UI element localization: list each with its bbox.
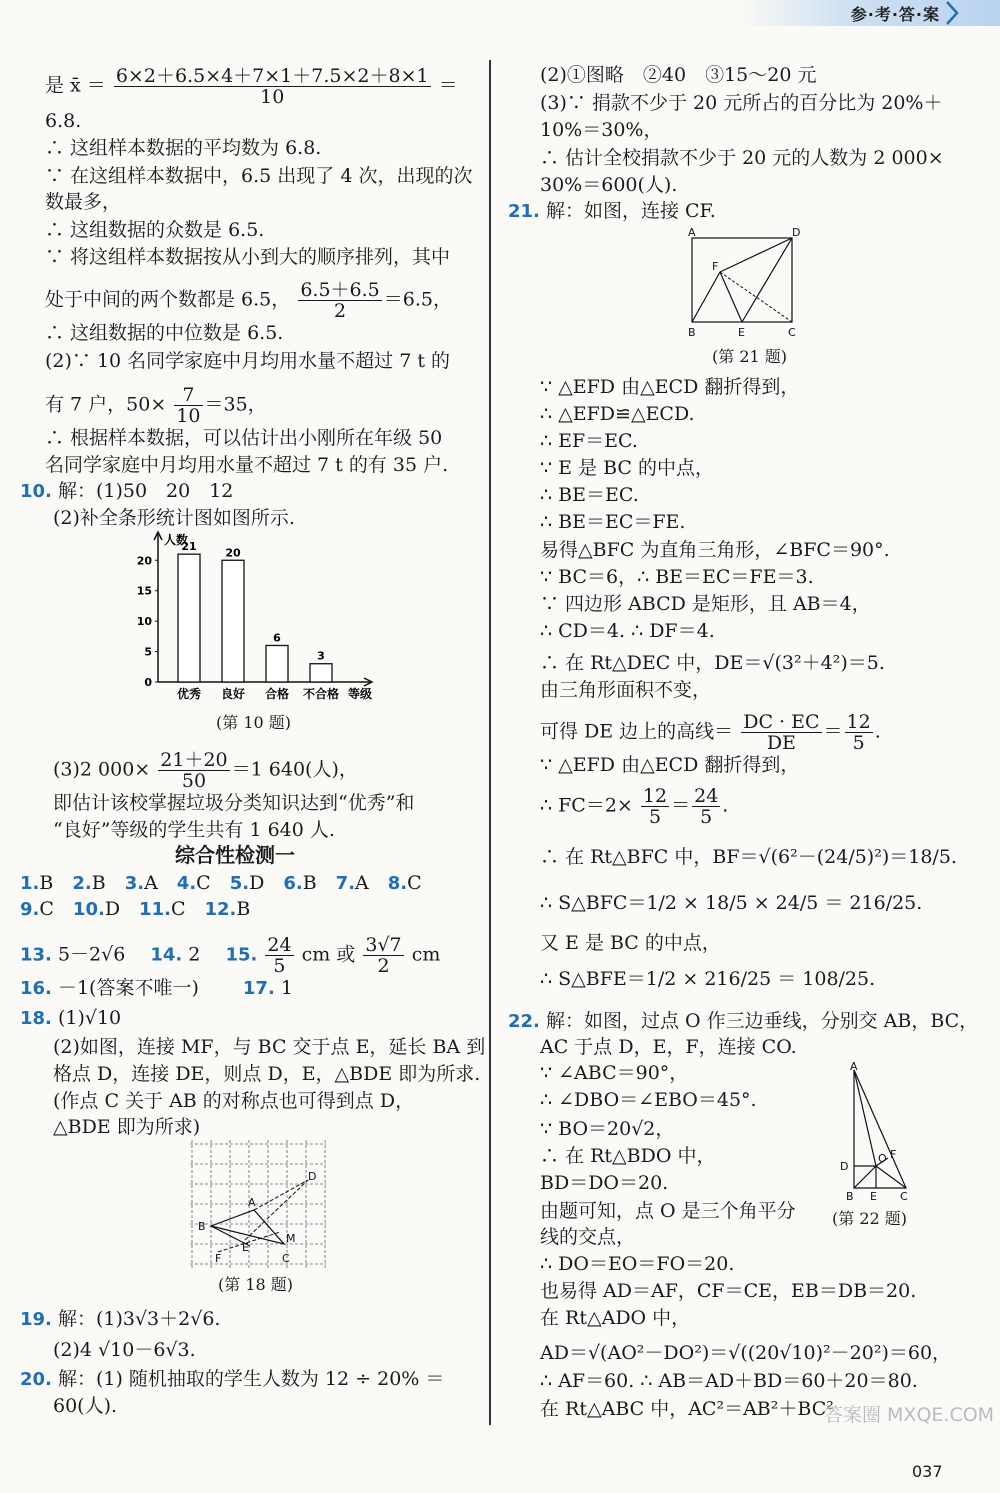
text-line: ∴ S△BFE＝1/2 × 216/25 ＝ 108/25. bbox=[540, 968, 876, 990]
text-line: ∴ DO＝EO＝FO＝20. bbox=[540, 1253, 735, 1275]
bar-value-label: 3 bbox=[317, 649, 325, 663]
svg-text:C: C bbox=[900, 1190, 908, 1203]
answer-choice: C bbox=[196, 872, 230, 894]
figure-caption-q22: (第 22 题) bbox=[832, 1209, 908, 1228]
text-line: (2)4 √10－6√3. bbox=[53, 1339, 196, 1361]
svg-text:M: M bbox=[286, 1232, 296, 1245]
column-divider bbox=[489, 60, 491, 1425]
answer-choice: A bbox=[144, 872, 177, 894]
geometry-figure-q22 bbox=[836, 1062, 916, 1204]
bar-chart bbox=[120, 530, 400, 710]
answer-choice: C bbox=[170, 898, 205, 920]
answer-number: 10. bbox=[72, 899, 105, 920]
q16-17-line: 16. －1(答案不唯一) 17. 1 bbox=[20, 977, 293, 999]
text-line: (作点 C 关于 AB 的对称点也可得到点 D， bbox=[53, 1090, 415, 1112]
seven-line: 有 7 户，50× $\frac{7}{10}$ ＝35， bbox=[45, 384, 267, 427]
svg-text:B: B bbox=[688, 326, 696, 339]
figure-caption-q21: (第 21 题) bbox=[712, 347, 788, 366]
answer-choice: B bbox=[236, 898, 270, 920]
text-line: ∵ ∠ABC＝90°， bbox=[540, 1062, 689, 1084]
q22-line: 22. 解：如图，过点 O 作三边垂线，分别交 AB，BC， bbox=[508, 1010, 979, 1032]
bar bbox=[266, 645, 288, 682]
text-line: ∴ BE＝EC. bbox=[540, 484, 639, 506]
text-line: ∴ S△BFC＝1/2 × 18/5 × 24/5 ＝ 216/25. bbox=[540, 892, 923, 914]
text-line: “良好”等级的学生共有 1 640 人. bbox=[53, 819, 335, 841]
text-line: ∵ 四边形 ABCD 是矩形，且 AB＝4， bbox=[540, 593, 871, 615]
q10-line: 10. 解：(1)50 20 12 bbox=[20, 480, 234, 502]
text-line: ∴ EF＝EC. bbox=[540, 430, 638, 452]
category-label: 合格 bbox=[264, 687, 290, 701]
text-line: 6.8. bbox=[45, 110, 82, 132]
text-line: 也易得 AD＝AF，CF＝CE，EB＝DB＝20. bbox=[540, 1280, 917, 1302]
text-line: ∴ 在 Rt△BDO 中， bbox=[540, 1145, 716, 1167]
answer-number: 4. bbox=[176, 873, 197, 894]
chevron-right-icon bbox=[944, 0, 960, 26]
text-line: ∵ 在这组样本数据中，6.5 出现了 4 次，出现的次 bbox=[45, 165, 473, 187]
text-line: (2)∵ 10 名同学家庭中月均用水量不超过 7 t 的 bbox=[45, 350, 451, 372]
answer-choice: A bbox=[355, 872, 388, 894]
mean-fraction: $\frac{6\times 2+6.5\times 4+7\times 1+7.5\times 2+8\times 1}{10}$ bbox=[115, 65, 429, 108]
text-line: ∴ 在 Rt△DEC 中，DE＝√(3²＋4²)＝5. bbox=[540, 652, 885, 674]
svg-text:B: B bbox=[846, 1190, 854, 1203]
text-line: 易得△BFC 为直角三角形，∠BFC＝90°. bbox=[540, 539, 890, 561]
category-label: 良好 bbox=[220, 687, 246, 701]
category-label: 不合格 bbox=[302, 687, 340, 701]
y-tick-label: 10 bbox=[136, 615, 152, 629]
bar bbox=[310, 664, 332, 682]
text-line: ∵ 将这组样本数据按从小到大的顺序排列，其中 bbox=[45, 246, 451, 268]
fc-line: ∴ FC＝2× $\frac{12}{5}$ ＝ $\frac{24}{5}$ . bbox=[540, 785, 729, 828]
text-line: 格点 D，连接 DE，则点 D，E，△BDE 即为所求. bbox=[53, 1063, 481, 1085]
median-fraction: $\frac{6.5+6.5}{2}$ bbox=[300, 279, 380, 322]
text-line: 数最多， bbox=[45, 191, 122, 213]
answer-number: 11. bbox=[139, 899, 171, 920]
text-line: ∵ E 是 BC 的中点， bbox=[540, 457, 714, 479]
svg-text:O: O bbox=[878, 1152, 887, 1165]
text-line: 在 Rt△ABC 中，AC²＝AB²＋BC² bbox=[540, 1398, 834, 1420]
text-line: ∵ BC＝6，∴ BE＝EC＝FE＝3. bbox=[540, 566, 814, 588]
text-line: ∴ 估计全校捐款不少于 20 元的人数为 2 000× bbox=[540, 147, 944, 169]
y-tick-label: 5 bbox=[144, 645, 152, 659]
text-line: ∴ BE＝EC＝FE. bbox=[540, 511, 686, 533]
text-line: ∴ 根据样本数据，可以估计出小刚所在年级 50 bbox=[45, 427, 443, 449]
svg-text:A: A bbox=[850, 1062, 858, 1073]
chart-caption: (第 10 题) bbox=[216, 713, 292, 732]
text-line: AD＝√(AO²－DO²)＝√((20√10)²－20²)＝60， bbox=[540, 1342, 952, 1364]
answer-number: 8. bbox=[387, 873, 408, 894]
answer-number: 3. bbox=[124, 873, 145, 894]
geometry-figure-q21 bbox=[682, 226, 812, 344]
text-line: BD＝DO＝20. bbox=[540, 1172, 669, 1194]
text-line: △BDE 即为所求) bbox=[53, 1116, 201, 1138]
svg-text:E: E bbox=[738, 326, 745, 339]
answers-row-1 bbox=[20, 870, 441, 897]
q19-line: 19. 解：(1)3√3＋2√6. bbox=[20, 1308, 221, 1330]
height-line: 可得 DE 边上的高线＝ $\frac{DC \cdot EC}{DE}$ ＝ $\frac{12}{5}$ . bbox=[540, 711, 881, 754]
svg-text:F: F bbox=[712, 260, 719, 273]
q20-line: 20. 解：(1) 随机抽取的学生人数为 12 ÷ 20% ＝ bbox=[20, 1368, 445, 1390]
estimate-fraction: $\frac{21+20}{50}$ bbox=[160, 749, 228, 792]
text-line: ∴ △EFD≌△ECD. bbox=[540, 403, 695, 425]
y-tick-label: 15 bbox=[136, 584, 152, 598]
question-number: 10. bbox=[20, 481, 52, 502]
answer-number: 9. bbox=[20, 899, 40, 920]
text-line: AC 于点 D，E，F，连接 CO. bbox=[540, 1036, 797, 1058]
grid-figure-q18 bbox=[190, 1140, 330, 1272]
y-axis-label: 人数 bbox=[164, 533, 189, 547]
svg-text:D: D bbox=[308, 1170, 317, 1183]
answer-number: 7. bbox=[335, 873, 356, 894]
watermark: 答案圈 MXQE.COM bbox=[824, 1404, 995, 1426]
y-tick-label: 0 bbox=[144, 676, 152, 689]
text-line: 名同学家庭中月均用水量不超过 7 t 的有 35 户. bbox=[45, 454, 449, 476]
text-line: 又 E 是 BC 的中点， bbox=[540, 932, 721, 954]
svg-text:B: B bbox=[198, 1220, 206, 1233]
bar bbox=[178, 554, 200, 682]
text-line: (2)①图略 ②40 ③15～20 元 bbox=[540, 64, 817, 86]
answer-number: 1. bbox=[20, 873, 40, 894]
text-line: 30%＝600(人). bbox=[540, 174, 678, 196]
category-label: 优秀 bbox=[176, 687, 202, 701]
text-line: 由题可知，点 O 是三个角平分 bbox=[540, 1200, 796, 1222]
svg-text:D: D bbox=[840, 1160, 849, 1173]
estimate-line: (3)2 000× $\frac{21+20}{50}$ ＝1 640(人)， bbox=[53, 749, 358, 792]
answer-choice: B bbox=[91, 872, 125, 894]
text-line: 在 Rt△ADO 中， bbox=[540, 1307, 691, 1329]
text-line: ∵ BO＝20√2， bbox=[540, 1118, 675, 1140]
svg-text:A: A bbox=[688, 226, 696, 239]
header-label: 参·考·答·案 bbox=[850, 5, 940, 24]
q18-line: 18. (1)√10 bbox=[20, 1007, 122, 1029]
q21-line: 21. 解：如图，连接 CF. bbox=[508, 200, 716, 222]
bar-value-label: 6 bbox=[273, 631, 281, 645]
answer-choice: C bbox=[39, 898, 73, 920]
text-line: (2)如图，连接 MF，与 BC 交于点 E，延长 BA 到 bbox=[53, 1036, 486, 1058]
answer-number: 6. bbox=[283, 873, 303, 894]
text-line: 10%＝30%， bbox=[540, 119, 663, 141]
text-line: 由三角形面积不变， bbox=[540, 679, 712, 701]
bar bbox=[222, 560, 244, 682]
svg-text:A: A bbox=[248, 1196, 256, 1209]
text-line: ∴ CD＝4. ∴ DF＝4. bbox=[540, 620, 715, 642]
text-line: 即估计该校掌握垃圾分类知识达到“优秀”和 bbox=[53, 792, 415, 814]
text-line: ∴ 在 Rt△BFC 中，BF＝√(6²－(24/5)²)＝18/5. bbox=[540, 846, 957, 868]
svg-text:F: F bbox=[215, 1252, 222, 1265]
seven-fraction: $\frac{7}{10}$ bbox=[176, 384, 201, 427]
page-number: 037 bbox=[912, 1462, 943, 1481]
text-line: 线的交点， bbox=[540, 1226, 636, 1248]
answer-choice: B bbox=[302, 872, 336, 894]
svg-text:C: C bbox=[788, 326, 796, 339]
figure-caption-q18: (第 18 题) bbox=[218, 1275, 294, 1294]
text-line: (3)∵ 捐款不少于 20 元所占的百分比为 20%＋ bbox=[540, 92, 943, 114]
svg-text:F: F bbox=[890, 1148, 897, 1161]
text-line: (2)补全条形统计图如图所示. bbox=[53, 507, 295, 529]
answer-number: 5. bbox=[229, 873, 250, 894]
bar-value-label: 21 bbox=[181, 540, 197, 554]
y-tick-label: 20 bbox=[136, 554, 152, 568]
svg-text:E: E bbox=[870, 1190, 877, 1203]
answer-number: 2. bbox=[72, 873, 92, 894]
mean-line: 是 x̄ ＝ $\frac{6\times 2+6.5\times 4+7\times 1+7.5\times 2+8\times 1}{10}$ ＝ bbox=[45, 65, 458, 108]
x-axis-label: 等级 bbox=[348, 687, 373, 701]
text-line: ∴ 这组样本数据的平均数为 6.8. bbox=[45, 137, 322, 159]
text-line: ∴ 这组数据的中位数是 6.5. bbox=[45, 322, 284, 344]
text-line: ∴ 这组数据的众数是 6.5. bbox=[45, 219, 265, 241]
svg-text:C: C bbox=[282, 1252, 290, 1265]
answers-row-2 bbox=[20, 896, 269, 923]
text-line: ∴ AF＝60. ∴ AB＝AD＋BD＝60＋20＝80. bbox=[540, 1370, 918, 1392]
answer-choice: D bbox=[104, 898, 140, 920]
svg-text:D: D bbox=[792, 226, 801, 239]
page-header-band bbox=[740, 0, 1000, 26]
median-line: 处于中间的两个数都是 6.5， $\frac{6.5+6.5}{2}$ ＝6.5， bbox=[45, 279, 452, 322]
answer-choice: C bbox=[407, 872, 441, 894]
text-line: 60(人). bbox=[53, 1395, 118, 1417]
answer-choice: B bbox=[39, 872, 73, 894]
text-line: ∵ △EFD 由△ECD 翻折得到， bbox=[540, 754, 800, 776]
text-line: ∴ ∠DBO＝∠EBO＝45°. bbox=[540, 1089, 757, 1111]
text-line: ∵ △EFD 由△ECD 翻折得到， bbox=[540, 376, 800, 398]
bar-value-label: 20 bbox=[225, 546, 241, 560]
answer-choice: D bbox=[249, 872, 284, 894]
answer-number: 12. bbox=[204, 899, 237, 920]
svg-text:E: E bbox=[242, 1241, 249, 1254]
q13-15-line: 13. 5－2√6 14. 2 15. $\frac{24}{5}$ cm 或 $\frac{3√7}{2}$ cm bbox=[20, 934, 441, 977]
section-title: 综合性检测一 bbox=[175, 843, 295, 867]
